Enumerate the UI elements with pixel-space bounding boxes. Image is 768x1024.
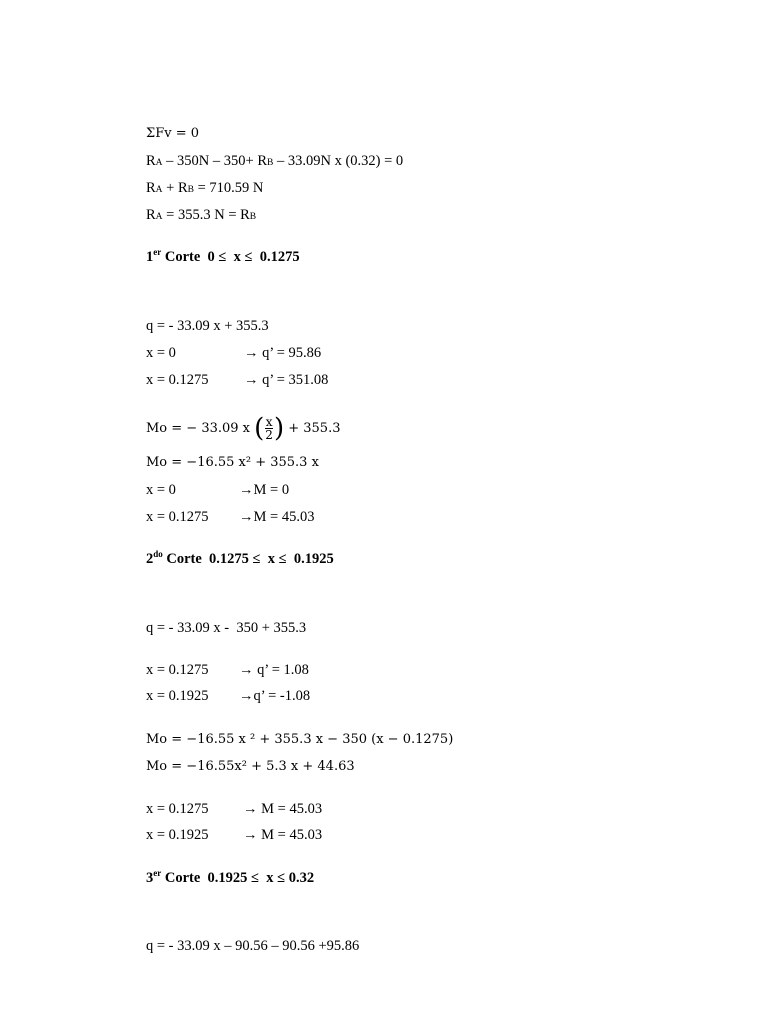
reactions-equation-1: RA – 350N – 350+ RB – 33.09N x (0.32) = 0 (146, 153, 404, 169)
cut-1-moment-at-end-result: →M = 45.03 (239, 509, 315, 525)
cut-2-moment-at-start: x = 0.1275 (146, 801, 209, 817)
cut-1-shear-at-start-result: → q’ = 95.86 (244, 345, 322, 361)
arrow-right-icon: → (239, 482, 254, 498)
cut-3-heading: 3er Corte 0.1925 ≤ x ≤ 0.32 (146, 868, 315, 886)
sum-forces-equation: ΣFv = 0 (146, 126, 199, 141)
cut-1-moment-equation-2: Mo = −16.55 x² + 355.3 x (146, 455, 319, 470)
cut-1-shear-equation: q = - 33.09 x + 355.3 (146, 318, 269, 334)
cut-1-heading: 1er Corte 0 ≤ x ≤ 0.1275 (146, 247, 300, 265)
fraction: $\frac{x}{2}$ (265, 415, 273, 442)
arrow-right-icon: → (239, 509, 254, 525)
cut-1-moment-equation-1: Mo = − 33.09 x ( $\frac{x}{2}$ ) + 355.3 (146, 413, 341, 444)
cut-2-moment-at-end-result: → M = 45.03 (243, 827, 323, 843)
cut-2-moment-at-start-result: → M = 45.03 (243, 801, 323, 817)
cut-1-shear-at-end: x = 0.1275 (146, 372, 209, 388)
arrow-right-icon: → (244, 372, 259, 388)
cut-2-moment-equation-1: Mo = −16.55 x ² + 355.3 x − 350 (x − 0.1275) (146, 732, 454, 747)
cut-2-shear-at-end-result: →q’ = -1.08 (239, 688, 311, 704)
cut-1-moment-at-end: x = 0.1275 (146, 509, 209, 525)
cut-1-shear-at-start: x = 0 (146, 345, 176, 361)
arrow-right-icon: → (239, 688, 254, 704)
cut-2-shear-at-end: x = 0.1925 (146, 688, 209, 704)
cut-1-moment-at-start-result: →M = 0 (239, 482, 290, 498)
reactions-equation-2: RA + RB = 710.59 N (146, 180, 264, 196)
cut-2-moment-at-end: x = 0.1925 (146, 827, 209, 843)
cut-2-moment-equation-2: Mo = −16.55x² + 5.3 x + 44.63 (146, 759, 355, 774)
cut-2-shear-equation: q = - 33.09 x - 350 + 355.3 (146, 620, 307, 636)
cut-1-shear-at-end-result: → q’ = 351.08 (244, 372, 329, 388)
arrow-right-icon: → (243, 801, 258, 817)
cut-3-shear-equation: q = - 33.09 x – 90.56 – 90.56 +95.86 (146, 938, 360, 954)
cut-1-moment-at-start: x = 0 (146, 482, 176, 498)
reactions-equation-3: RA = 355.3 N = RB (146, 207, 257, 223)
arrow-right-icon: → (243, 827, 258, 843)
cut-2-shear-at-start: x = 0.1275 (146, 662, 209, 678)
cut-2-shear-at-start-result: → q’ = 1.08 (239, 662, 309, 678)
cut-2-heading: $2^{do}$ Corte 0.1275 ≤ x ≤ 0.1925 (146, 549, 334, 567)
arrow-right-icon: → (239, 662, 254, 678)
arrow-right-icon: → (244, 345, 259, 361)
